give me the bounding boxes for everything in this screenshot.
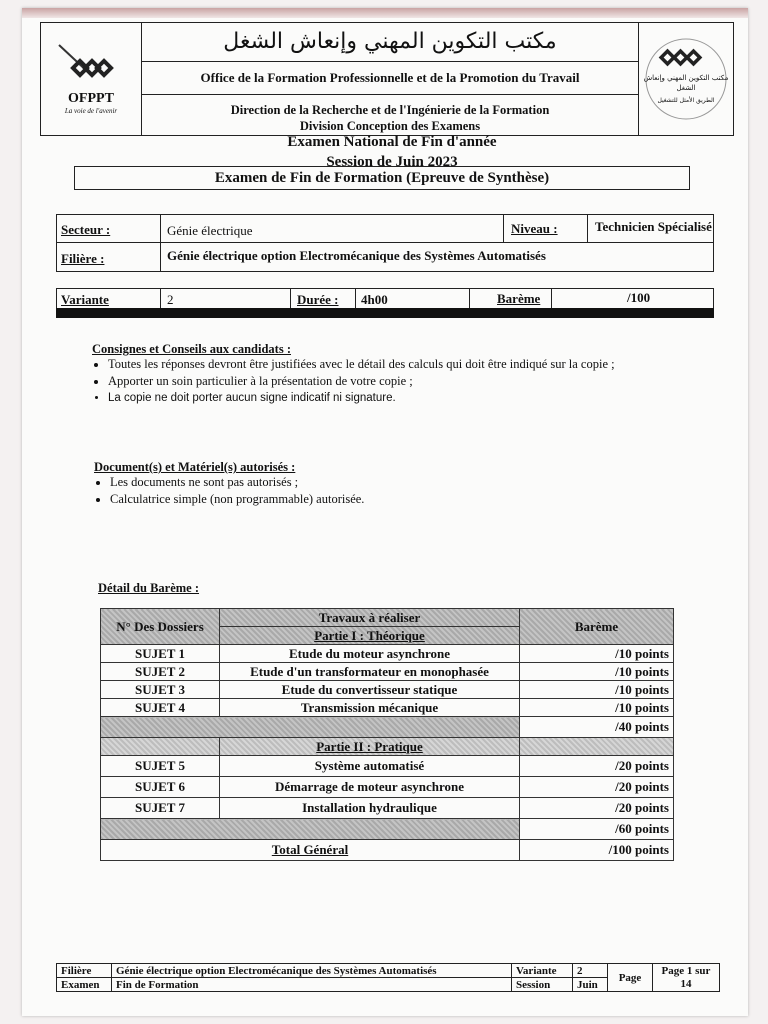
partie1-header: Partie I : Théorique <box>220 627 520 645</box>
consigne-item: • Apporter un soin particulier à la présentation de votre copie ; <box>108 373 698 390</box>
bareme-value: /100 <box>627 290 651 305</box>
sujet-cell: SUJET 2 <box>101 663 220 681</box>
table-row <box>101 798 674 819</box>
niveau-value: Technicien Spécialisé <box>595 219 712 234</box>
footer-session-value: Juin <box>573 978 608 992</box>
sujet-cell: SUJET 4 <box>101 699 220 717</box>
arabic-title-row <box>142 23 638 62</box>
documents-list <box>90 474 690 508</box>
footer-page-label: Page <box>608 964 653 992</box>
direction-name: Direction de la Recherche et de l'Ingénierie de la Formation <box>230 103 550 117</box>
table-row <box>101 663 674 681</box>
secteur-label: Secteur : <box>61 222 111 237</box>
travail-cell: Installation hydraulique <box>220 798 520 819</box>
footer-examen-label: Examen <box>57 978 112 992</box>
footer-examen-value: Fin de Formation <box>112 978 512 992</box>
points-cell: /10 points <box>520 663 674 681</box>
variante-value: 2 <box>167 292 174 307</box>
subtotal2-cell: /60 points <box>520 819 674 840</box>
variante-label: Variante <box>61 292 109 307</box>
footer-variante-value: 2 <box>573 964 608 978</box>
ofppt-logo-right <box>638 23 733 135</box>
footer-table <box>56 963 720 992</box>
document-item: • Calculatrice simple (non programmable) autorisée. <box>110 491 690 508</box>
sujet-cell: SUJET 5 <box>101 756 220 777</box>
info-table <box>56 214 714 272</box>
table-row <box>101 756 674 777</box>
logo-tagline: La voie de l'avenir <box>64 107 118 115</box>
ofppt-logo-left <box>41 23 142 135</box>
exam-session: Session de Juin 2023 <box>326 154 458 170</box>
table-row <box>101 681 674 699</box>
points-cell: /10 points <box>520 681 674 699</box>
sujet-cell: SUJET 6 <box>101 777 220 798</box>
ofppt-logo-icon <box>41 23 141 135</box>
col-dossiers-header: N° Des Dossiers <box>101 609 220 645</box>
duree-label: Durée : <box>297 292 339 307</box>
table-row <box>101 699 674 717</box>
sujet-cell: SUJET 3 <box>101 681 220 699</box>
partie2-header: Partie II : Pratique <box>220 738 520 756</box>
subtotal-row <box>101 819 674 840</box>
top-band <box>22 8 748 18</box>
consignes-list <box>88 356 698 407</box>
points-cell: /20 points <box>520 756 674 777</box>
consigne-item: • La copie ne doit porter aucun signe indicatif ni signature. <box>108 390 698 407</box>
duree-value: 4h00 <box>361 292 388 307</box>
separator-bar <box>56 308 714 318</box>
points-cell: /10 points <box>520 645 674 663</box>
document-item: • Les documents ne sont pas autorisés ; <box>110 474 690 491</box>
travail-cell: Système automatisé <box>220 756 520 777</box>
points-cell: /20 points <box>520 777 674 798</box>
emblem-arabic: مكتب التكوين المهني وإنعاش الشغل <box>643 74 729 92</box>
sujet-cell: SUJET 1 <box>101 645 220 663</box>
travail-cell: Transmission mécanique <box>220 699 520 717</box>
total-cell: /100 points <box>520 840 674 861</box>
exam-page <box>22 8 748 1016</box>
col-bareme-header: Barème <box>520 609 674 645</box>
table-row <box>101 645 674 663</box>
niveau-label: Niveau : <box>511 221 558 236</box>
footer-page-value: Page 1 sur 14 <box>653 964 720 992</box>
travail-cell: Etude d'un transformateur en monophasée <box>220 663 520 681</box>
col-travaux-header: Travaux à réaliser <box>220 609 520 627</box>
footer-filiere-value: Génie électrique option Electromécanique des Systèmes Automatisés <box>112 964 512 978</box>
footer-variante-label: Variante <box>512 964 573 978</box>
total-label: Total Général <box>101 840 520 861</box>
points-cell: /10 points <box>520 699 674 717</box>
filiere-label: Filière : <box>61 251 105 266</box>
travail-cell: Etude du convertisseur statique <box>220 681 520 699</box>
division-name: Division Conception des Examens <box>299 119 481 133</box>
travail-cell: Etude du moteur asynchrone <box>220 645 520 663</box>
bareme-table <box>100 608 674 861</box>
subtotal-row <box>101 717 674 738</box>
subtotal1-cell: /40 points <box>520 717 674 738</box>
consignes-title: Consignes et Conseils aux candidats : <box>92 342 291 356</box>
footer-filiere-label: Filière <box>57 964 112 978</box>
header-titles <box>142 23 638 135</box>
bareme-label: Barème <box>497 291 541 306</box>
header <box>40 22 734 136</box>
footer-session-label: Session <box>512 978 573 992</box>
office-name: Office de la Formation Professionnelle et de la Promotion du Travail <box>142 62 638 95</box>
bareme-title: Détail du Barème : <box>98 581 200 595</box>
emblem-tagline: الطريق الأمثل للتشغيل <box>657 97 715 104</box>
table-row <box>101 777 674 798</box>
points-cell: /20 points <box>520 798 674 819</box>
total-row <box>101 840 674 861</box>
documents-title: Document(s) et Matériel(s) autorisés : <box>94 460 296 474</box>
filiere-value: Génie électrique option Electromécanique des Systèmes Automatisés <box>167 248 546 263</box>
secteur-value: Génie électrique <box>167 223 253 238</box>
exam-type-box: Examen de Fin de Formation (Epreuve de Synthèse) <box>74 166 690 190</box>
consigne-item: • Toutes les réponses devront être justifiées avec le détail des calculs qui doit être indiqué sur la copie ; <box>108 356 698 373</box>
arabic-title: مكتب التكوين المهني وإنعاش الشغل <box>223 29 557 54</box>
travail-cell: Démarrage de moteur asynchrone <box>220 777 520 798</box>
sujet-cell: SUJET 7 <box>101 798 220 819</box>
exam-title: Examen National de Fin d'année <box>287 134 497 150</box>
logo-text: OFPPT <box>68 91 114 106</box>
variante-row <box>56 288 714 310</box>
